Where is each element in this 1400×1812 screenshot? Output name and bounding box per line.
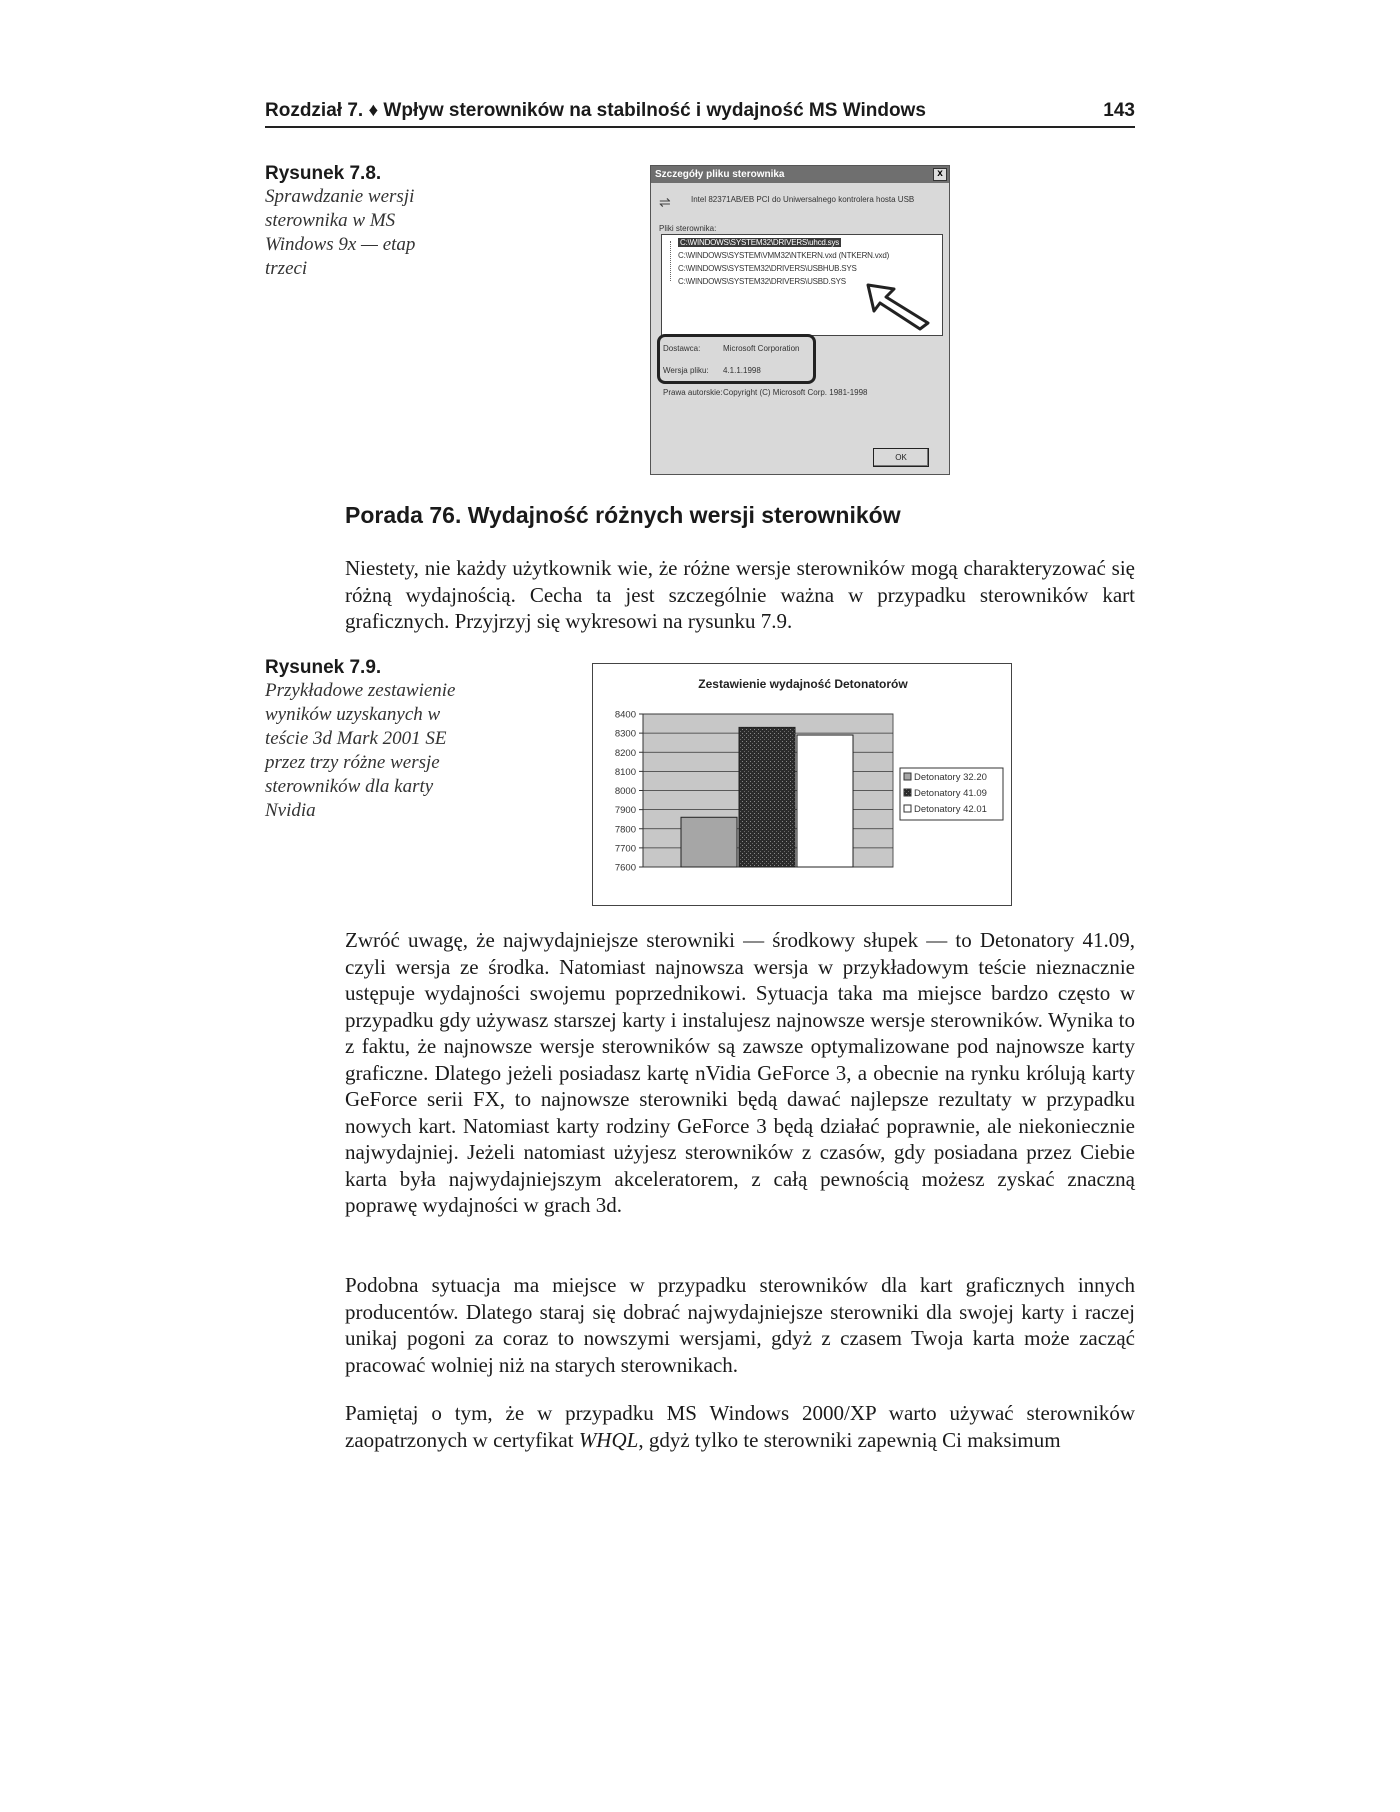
figure-number: Rysunek 7.9.	[265, 657, 382, 678]
paragraph-4	[345, 1400, 1135, 1453]
y-tick-label: 8300	[614, 728, 636, 740]
close-icon[interactable]: x	[933, 168, 947, 181]
copyright-label: Prawa autorskie:	[663, 388, 723, 397]
list-item[interactable]: C:\WINDOWS\SYSTEM32\DRIVERS\USBD.SYS	[678, 277, 846, 286]
bar-3	[797, 735, 853, 867]
paragraph-2: Zwróć uwagę, że najwydajniejsze sterowniki — środkowy słupek — to Detonatory 41.09, czyli wersja ze środka. Natomiast najnowsza wersja w przykładowym teście nieznacznie ustępuje wydajności swojemu poprzednikowi. Sytuacja taka ma miejsce bardzo często w przypadku gdy używasz starszej karty i instalujesz najnowsze wersje sterowników. Wynika to z faktu, że najnowsze wersje sterowników są zawsze optymalizowane pod najnowsze karty graficzne. Dlatego jeżeli posiadasz kartę nVidia GeForce 3, a obecnie na rynku królują karty GeForce serii FX, to najnowsze sterowniki będą dawać najlepsze rezultaty w przypadku nowych kart. Natomiast karty rodziny GeForce 3 będą działać poprawnie, ale niekoniecznie najwydajniej. Jeżeli natomiast użyjesz sterowników z czasów, gdy posiadana przez Ciebie karta była najwydajniejszym akceleratorem, z całą pewnością możesz zyskać znaczną poprawę wydajności w grach 3d.	[345, 928, 1135, 1217]
version-label: Wersja pliku:	[663, 366, 709, 375]
list-item[interactable]: C:\WINDOWS\SYSTEM32\DRIVERS\USBHUB.SYS	[678, 264, 857, 273]
y-tick-label: 8000	[614, 786, 636, 797]
tree-lines	[670, 241, 672, 281]
page-number: 143	[1103, 100, 1135, 121]
files-label: Pliki sterownika:	[659, 224, 717, 233]
figure-caption-text: Sprawdzanie wersji sterownika w MS Windows 9x — etap trzeci	[265, 186, 416, 279]
y-tick-label: 8100	[614, 766, 636, 778]
y-tick-label: 8200	[614, 747, 636, 759]
y-tick-label: 8400	[614, 709, 636, 721]
ok-button[interactable]: OK	[873, 448, 929, 467]
legend-swatch	[904, 789, 911, 796]
dialog-title: Szczegóły pliku sterownika	[655, 169, 785, 180]
whql-term: WHQL	[578, 1427, 639, 1452]
chart-title: Zestawienie wydajność Detonatorów	[698, 677, 908, 691]
chart-svg	[593, 664, 1013, 907]
pointer-arrow-icon	[864, 281, 934, 331]
y-tick-label: 7900	[614, 805, 636, 817]
copyright-value: Copyright (C) Microsoft Corp. 1981-1998	[723, 388, 868, 397]
bar-1	[681, 817, 737, 867]
legend-swatch	[904, 773, 911, 780]
provider-label: Dostawca:	[663, 344, 701, 353]
usb-icon: ⇌	[659, 194, 671, 210]
list-item-selected[interactable]: C:\WINDOWS\SYSTEM32\DRIVERS\uhcd.sys	[680, 238, 840, 247]
driver-details-dialog	[650, 165, 950, 475]
paragraph-1: Niestety, nie każdy użytkownik wie, że różne wersje sterowników mogą charakteryzować się różną wydajnością. Cecha ta jest szczególnie ważna w przypadku sterowników kart graficznych. Przyjrzyj się wykresowi na rysunku 7.9.	[345, 556, 1135, 633]
device-name: Intel 82371AB/EB PCI do Uniwersalnego kontrolera hosta USB	[691, 195, 915, 204]
legend-label: Detonatory 32.20	[914, 772, 987, 783]
y-tick-label: 7600	[614, 862, 636, 874]
version-value: 4.1.1.1998	[723, 366, 761, 375]
paragraph-4-text-end: , gdyż tylko te sterowniki zapewnią Ci maksimum	[638, 1427, 1061, 1452]
provider-value: Microsoft Corporation	[723, 344, 800, 353]
paragraph-3: Podobna sytuacja ma miejsce w przypadku sterowników dla kart graficznych innych producentów. Dlatego staraj się dobrać najwydajniejsze sterowniki dla swojej karty i raczej unikaj pogoni za coraz to nowszymi wersjami, gdyż z czasem Twoja karta może zacząć pracować wolniej niż na starych sterownikach.	[345, 1273, 1135, 1377]
paragraph-4-text: Pamiętaj o tym, że w przypadku MS Windows 2000/XP warto używać sterowników zaopatrzonych w certyfikat	[345, 1401, 1135, 1452]
running-header-title: Rozdział 7. ♦ Wpływ sterowników na stabilność i wydajność MS Windows	[265, 100, 926, 121]
legend-swatch	[904, 805, 911, 812]
y-tick-label: 7700	[614, 843, 636, 855]
y-tick-label: 7800	[614, 824, 636, 836]
legend-label: Detonatory 42.01	[914, 804, 987, 815]
section-heading: Porada 76. Wydajność różnych wersji sterowników	[345, 502, 901, 528]
header-rule	[265, 126, 1135, 128]
version-highlight-box	[657, 334, 816, 384]
legend-label: Detonatory 41.09	[914, 788, 987, 799]
bar-2	[739, 727, 795, 867]
figure-caption-text: Przykładowe zestawienie wyników uzyskanych w teście 3d Mark 2001 SE przez trzy różne wersje sterowników dla karty Nvidia	[265, 680, 456, 821]
list-item[interactable]: C:\WINDOWS\SYSTEM\VMM32\NTKERN.vxd (NTKERN.vxd)	[678, 251, 890, 260]
detonator-performance-chart	[592, 663, 1012, 906]
dialog-titlebar	[651, 166, 949, 183]
figure-number: Rysunek 7.8.	[265, 163, 382, 184]
figure-7-9-caption	[265, 657, 465, 823]
figure-7-8-caption	[265, 163, 455, 281]
